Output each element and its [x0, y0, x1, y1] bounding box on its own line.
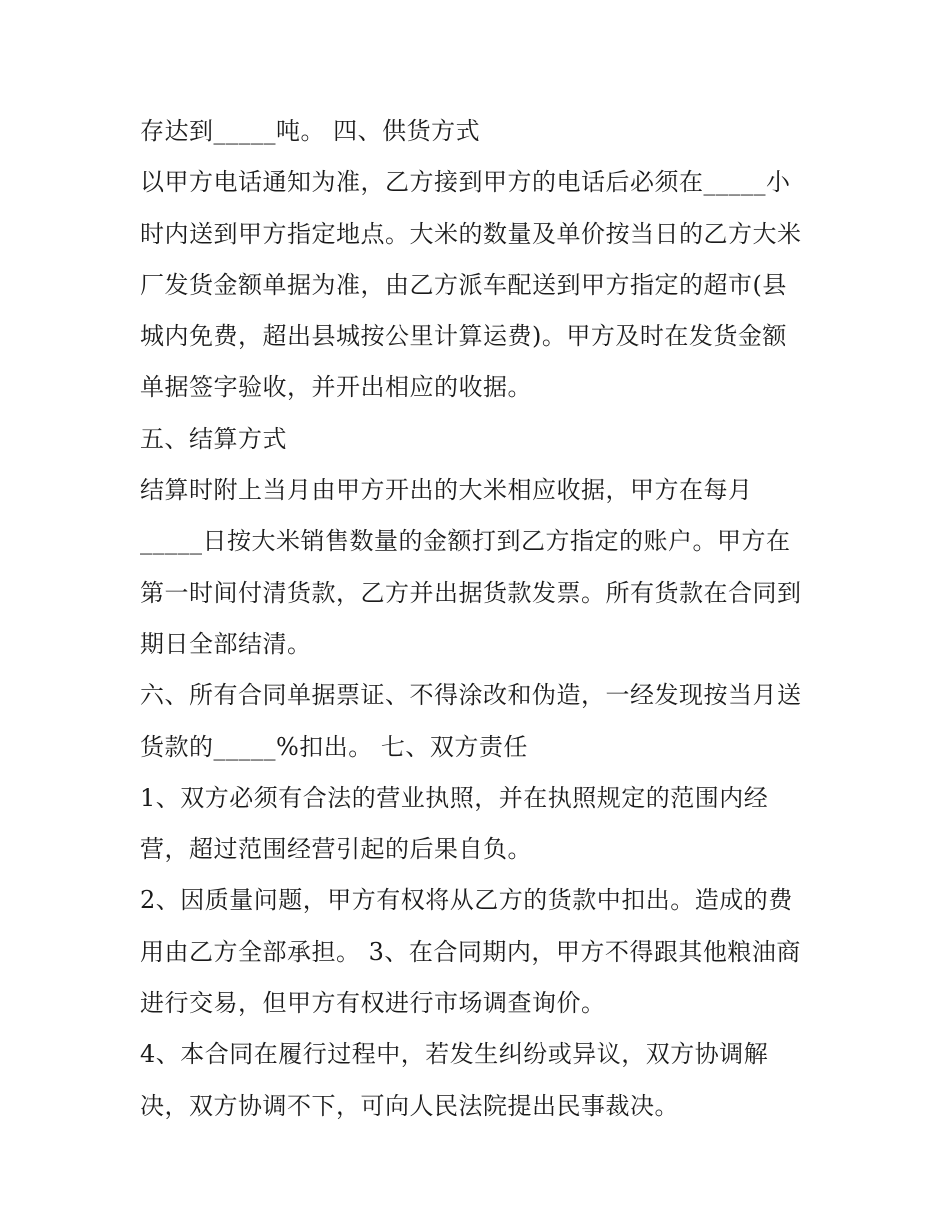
contract-body-text: [140, 106, 830, 1132]
text-line-6: 单据签字验收，并开出相应的收据。: [140, 373, 532, 402]
text-line-13: 货款的_____%扣出。 七、双方责任: [140, 732, 528, 761]
text-line-2: 以甲方电话通知为准，乙方接到甲方的电话后必须在_____小: [140, 168, 791, 197]
text-line-19: 4、本合同在履行过程中，若发生纠纷或异议，双方协调解: [140, 1040, 769, 1069]
text-line-5: 城内免费，超出县城按公里计算运费)。甲方及时在发货金额: [140, 322, 787, 351]
section-heading-settlement: 五、结算方式: [140, 424, 287, 453]
text-line-12: 六、所有合同单据票证、不得涂改和伪造，一经发现按当月送: [140, 681, 802, 710]
text-line-16: 2、因质量问题，甲方有权将从乙方的货款中扣出。造成的费: [140, 886, 793, 915]
text-line-3: 时内送到甲方指定地点。大米的数量及单价按当日的乙方大米: [140, 219, 802, 248]
text-line-15: 营，超过范围经营引起的后果自负。: [140, 835, 532, 864]
text-line-1: 存达到_____吨。 四、供货方式: [140, 117, 481, 145]
text-line-8: 结算时附上当月由甲方开出的大米相应收据，甲方在每月: [140, 476, 753, 505]
text-line-14: 1、双方必须有合法的营业执照，并在执照规定的范围内经: [140, 783, 769, 812]
text-line-10: 第一时间付清货款，乙方并出据货款发票。所有货款在合同到: [140, 578, 802, 607]
text-line-11: 期日全部结清。: [140, 629, 312, 658]
text-line-18: 进行交易，但甲方有权进行市场调查询价。: [140, 989, 606, 1018]
text-line-9: _____日按大米销售数量的金额打到乙方指定的账户。甲方在: [140, 527, 791, 556]
text-line-20: 决，双方协调不下，可向人民法院提出民事裁决。: [140, 1091, 679, 1120]
text-line-17: 用由乙方全部承担。 3、在合同期内，甲方不得跟其他粮油商: [140, 937, 801, 966]
text-line-4: 厂发货金额单据为准，由乙方派车配送到甲方指定的超市(县: [140, 270, 787, 299]
